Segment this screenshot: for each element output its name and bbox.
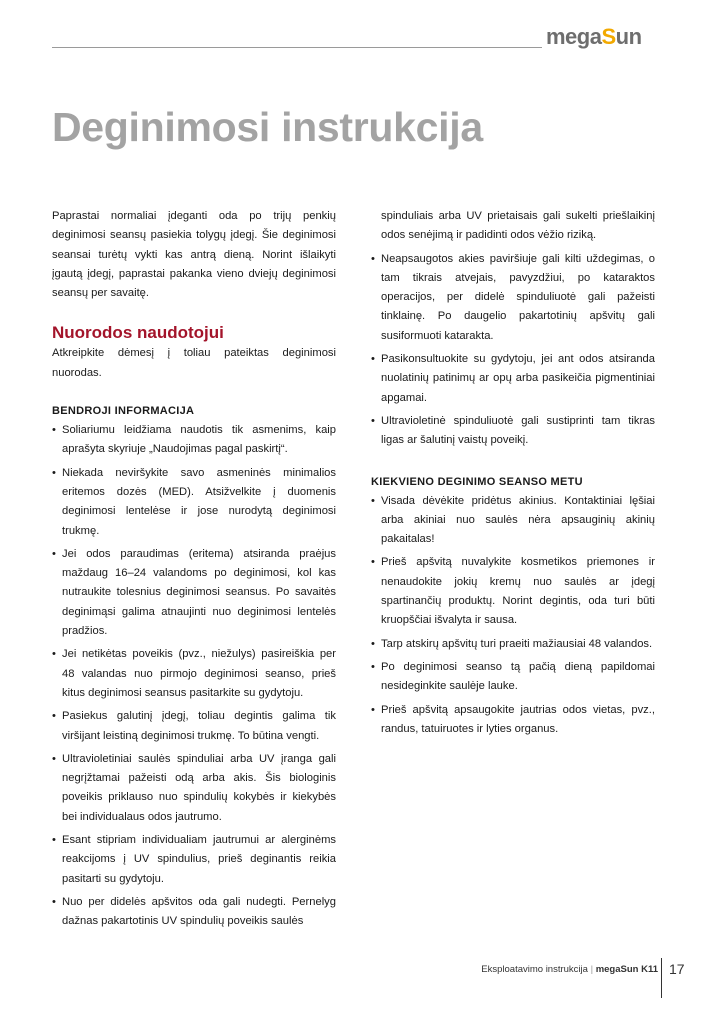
page-title: Deginimosi instrukcija	[52, 104, 483, 150]
list-item: • Po deginimosi seanso tą pačią dieną papildomai nesideginkite saulėje lauke.	[371, 660, 655, 693]
general-heading: BENDROJI INFORMACIJA	[52, 405, 195, 418]
list-item: • Nuo per didelės apšvitos oda gali nudegti. Pernelyg dažnas pakartotinis UV spindulių poveikis saulės	[52, 895, 336, 928]
header-rule	[52, 47, 542, 48]
section-heading: Nuorodos naudotojui	[52, 323, 224, 343]
megasun-logo: megaSun	[546, 24, 642, 49]
list-item: • Prieš apšvitą apsaugokite jautrias odos vietas, pvz., randus, tatuiruotes ir lyties organus.	[371, 703, 655, 735]
list-item: • Neapsaugotos akies paviršiuje gali kilti uždegimas, o tam tikrais atvejais, pavyzdžiui, po kataraktos operacijos, per didelė spinduliuotė gali pažeisti tinklainę. Po daugelio pakartotinių apšvitų gali susiformuoti katarakta.	[371, 252, 655, 342]
left-column	[52, 207, 336, 936]
list-item: • Visada dėvėkite pridėtus akinius. Kontaktiniai lęšiai arba akiniai nuo saulės nėra apsauginių akinių pakaitalas!	[371, 494, 655, 546]
list-item: • Soliariumu leidžiama naudotis tik asmenims, kaip aprašyta skyriuje „Naudojimas pagal paskirtį“.	[52, 424, 336, 456]
list-item: • Ultravioletinė spinduliuotė gali sustiprinti tam tikras ligas ar šalutinį vaistų poveikį.	[371, 414, 655, 447]
intro-paragraph: Paprastai normaliai įdeganti oda po trijų penkių deginimosi seansų pasiekia tolygų įdegį. Šie deginimosi seansai turėtų vykti kas antrą dieną. Norint išlaikyti įgautą įdegį, paprastai pakanka vieno dviejų deginimosi seansų per savaitę.	[52, 210, 336, 300]
list-item-continuation: spinduliais arba UV prietaisais gali sukelti priešlaikinį odos senėjimą ir padidinti odos vėžio riziką.	[381, 210, 655, 242]
session-list	[371, 492, 655, 740]
list-item: • Prieš apšvitą nuvalykite kosmetikos priemones ir nenaudokite jokių kremų nuo saulės ar įdegį spartinančių produktų. Norint degintis, oda turi būti kruopščiai išvalyta ir sausa.	[371, 556, 655, 627]
list-item: • Jei odos paraudimas (eritema) atsiranda praėjus maždaug 16–24 valandoms po deginimosi, kol kas nutraukite tolesnius deginimosi seansus. Po savaitės deginimąsi galima atnaujinti nuo deginimosi lentelės pradžios.	[52, 547, 336, 638]
list-item: • Niekada neviršykite savo asmeninės minimalios eritemos dozės (MED). Atsižvelkite į duomenis deginimosi lentelėse ir jose nurodytą deginimosi trukmę.	[52, 466, 336, 537]
list-item: • Ultravioletiniai saulės spinduliai arba UV įranga gali negrįžtamai pažeisti odą arba akis. Šis biologinis poveikis priklauso nuo spindulių kokybės ir kiekybės bei individualaus odos jautrumo.	[52, 752, 336, 823]
list-item: • Jei netikėtas poveikis (pvz., niežulys) pasireiškia per 48 valandas nuo pirmojo deginimosi seanso, prieš kitus deginimosi seansus pasitarkite su gydytoju.	[52, 648, 336, 699]
general-list	[52, 421, 336, 931]
footer-divider	[661, 958, 662, 998]
list-item: • Pasiekus galutinį įdegį, toliau degintis galima tik viršijant leistiną deginimosi trukmę. To būtina vengti.	[52, 710, 336, 742]
list-item: • Tarp atskirų apšvitų turi praeiti mažiausiai 48 valandos.	[371, 637, 653, 650]
footer-text: Eksploatavimo instrukcija | megaSun K11	[481, 964, 658, 975]
list-item: • Esant stipriam individualiam jautrumui ar alerginėms reakcijoms į UV spindulius, prieš deginantis reikia pasitarti su gydytoju.	[52, 834, 336, 885]
right-column	[371, 207, 655, 743]
list-item: • Pasikonsultuokite su gydytoju, jei ant odos atsiranda nuolatinių patinimų ar opų arba pasikeičia pigmentiniai apgamai.	[371, 353, 655, 404]
page-number: 17	[669, 961, 685, 977]
session-heading: KIEKVIENO DEGINIMO SEANSO METU	[371, 475, 583, 488]
general-list-continued	[371, 250, 655, 451]
section-text: Atkreipkite dėmesį į toliau pateiktas deginimosi nuorodas.	[52, 347, 336, 379]
